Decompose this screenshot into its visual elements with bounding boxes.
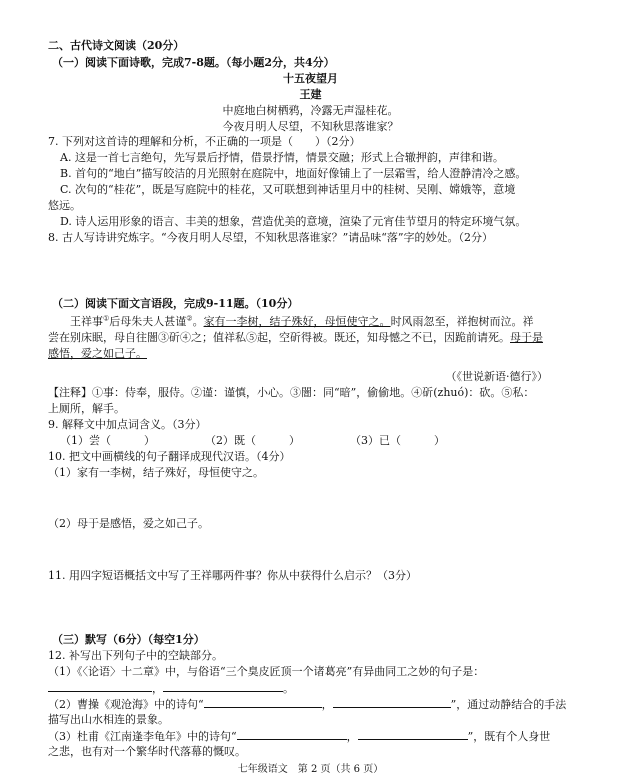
part3-heading: （三）默写（6分）（每空1分） <box>52 633 205 646</box>
answer-blank[interactable] <box>204 696 322 708</box>
question-11: 11. 用四字短语概括文中写了王祥哪两件事？你从中获得什么启示？（3分） <box>48 569 417 582</box>
q12-item-3-cont: 之悲，也有对一个繁华时代落幕的慨叹。 <box>48 745 246 758</box>
question-12: 12. 补写出下列句子中的空缺部分。 <box>48 649 223 662</box>
question-8: 8. 古人写诗讲究炼字。“今夜月明人尽望，不知秋思落谁家？”请品味“落”字的妙处。（2分） <box>48 231 493 244</box>
q9-item-3: （3）已（ ） <box>350 434 445 447</box>
q10-item-1: （1）家有一李树，结子殊好，母恒使守之。 <box>48 466 264 479</box>
part1-heading: （一）阅读下面诗歌，完成7-8题。（每小题2分，共4分） <box>52 56 335 69</box>
passage-text: 后母朱夫人甚谨 <box>109 315 187 328</box>
answer-blank[interactable] <box>237 728 347 740</box>
poem-line-2: 今夜月明人尽望，不知秋思落谁家？ <box>222 120 399 133</box>
q12-item-2: （2）曹操《观沧海》中的诗句“ ， ”，通过动静结合的手法 <box>48 698 567 711</box>
passage-line-3 <box>48 346 576 361</box>
answer-blank[interactable] <box>163 680 283 692</box>
section-heading: 二、古代诗文阅读（20分） <box>48 39 185 52</box>
q12-item-1: （1）《〈论语〉十二章》中，与俗语“三个臭皮匠顶一个诸葛亮”有异曲同工之妙的句子是： <box>48 665 485 678</box>
poem-author: 王建 <box>299 88 322 101</box>
question-10: 10. 把文中画横线的句子翻译成现代汉语。（4分） <box>48 450 291 463</box>
q7-option-c-cont: 悠远。 <box>48 199 81 212</box>
q9-item-2: （2）既（ ） <box>205 434 300 447</box>
passage-line-2 <box>48 330 576 345</box>
answer-blank[interactable] <box>48 680 152 692</box>
poem-title: 十五夜望月 <box>283 72 338 85</box>
poem-line-1: 中庭地白树栖鸦，冷露无声湿桂花。 <box>222 104 399 117</box>
underlined-sentence-1: 家有一李树，结子殊好，母恒使守之。 <box>203 315 391 328</box>
q7-option-d: D. 诗人运用形象的语言、丰美的想象，营造优美的意境，渲染了元宵佳节望月的特定环境气氛。 <box>60 215 527 228</box>
part2-heading: （二）阅读下面文言语段，完成9-11题。（10分） <box>52 297 299 310</box>
question-9: 9. 解释文中加点词含义。（3分） <box>48 418 207 431</box>
answer-blank[interactable] <box>358 728 468 740</box>
answer-blank[interactable] <box>333 696 451 708</box>
passage-source: （《世说新语·德行》） <box>445 370 548 383</box>
passage-text: 。 <box>192 315 204 328</box>
q12-item-1-answer: ， 。 <box>48 680 576 696</box>
q10-item-2: （2）母于是感悟，爱之如己子。 <box>48 517 209 530</box>
page-footer: 七年级语文 第 2 页（共 6 页） <box>237 764 384 775</box>
passage-text: 尝在别床眠，母自往闇③斫④之；值祥私⑤起，空斫得被。既还，知母憾之不已，因跪前请死。 <box>48 331 510 344</box>
q12-item-2-cont: 描写出山水相连的景象。 <box>48 713 169 726</box>
annotation-line-2: 上厕所，解手。 <box>48 402 125 415</box>
passage-line-1: 王祥事①后母朱夫人甚谨②。家有一李树，结子殊好，母恒使守之。时风雨忽至，祥抱树而泣。祥 <box>70 314 534 328</box>
q9-item-1: （1）尝（ ） <box>60 434 155 447</box>
passage-text: 王祥事 <box>70 315 103 328</box>
underlined-sentence-2-cont: 感悟，爱之如己子。 <box>48 347 147 360</box>
underlined-sentence-2: 母于是 <box>510 331 543 344</box>
q12-item-3: （3）杜甫《江南逢李龟年》中的诗句“ ， ”，既有个人身世 <box>48 730 551 743</box>
passage-text: 时风雨忽至，祥抱树而泣。祥 <box>390 315 534 328</box>
annotation-line-1: 【注释】①事：侍奉，服侍。②谨：谨慎，小心。③闇：同“暗”，偷偷地。④斫(zhuó)：砍。⑤私： <box>48 386 535 399</box>
q7-option-c: C. 次句的“桂花”，既是写庭院中的桂花，又可联想到神话里月中的桂树、吴刚、嫦娥等，意境 <box>60 183 516 196</box>
q7-option-a: A. 这是一首七言绝句，先写景后抒情，借景抒情，情景交融；形式上合辙押韵，声律和谐。 <box>60 151 504 164</box>
question-7: 7. 下列对这首诗的理解和分析，不正确的一项是（ ）（2分） <box>48 135 361 148</box>
q7-option-b: B. 首句的“地白”描写皎洁的月光照射在庭院中，地面好像铺上了一层霜雪，给人澄静清冷之感。 <box>60 167 527 180</box>
